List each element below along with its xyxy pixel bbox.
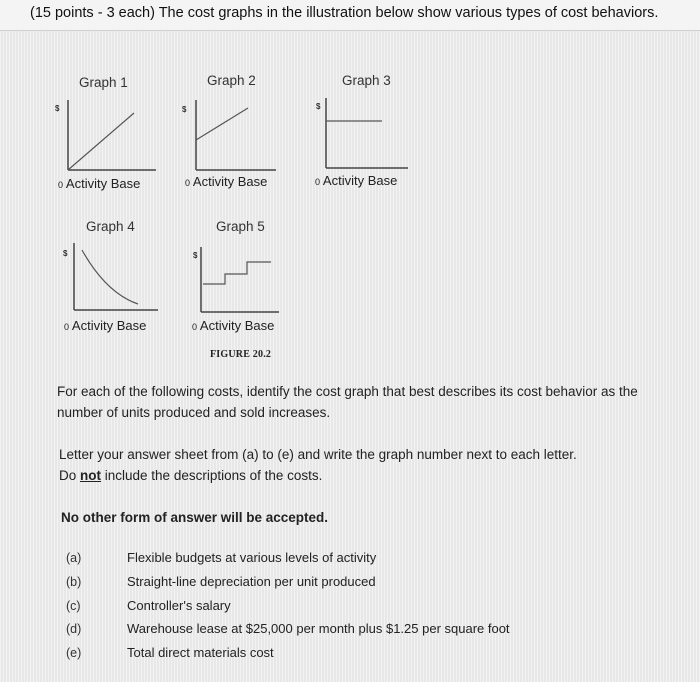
graph-1-title: Graph 1: [79, 75, 128, 90]
instructions-paragraph-1-line-2: number of units produced and sold increases.: [57, 405, 331, 420]
graph-4-cost-curve: [82, 250, 138, 304]
instructions-paragraph-2: [59, 444, 577, 486]
instructions-paragraph-1: [57, 381, 638, 423]
graph-2-title: Graph 2: [207, 73, 256, 88]
graph-2-origin: 0: [185, 178, 191, 188]
instructions-paragraph-2-line-2: Do not include the descriptions of the costs.: [59, 468, 323, 483]
question-c-text: Controller's salary: [127, 598, 231, 613]
graph-4-plot: [66, 238, 166, 318]
question-d-text: Warehouse lease at $25,000 per month plus $1.25 per square foot: [127, 621, 510, 636]
graph-5-cost-steps: [203, 262, 271, 284]
graph-5-y-label: $: [193, 251, 198, 260]
graph-5-x-label: Activity Base: [199, 318, 275, 333]
graph-5-x-axis-label: [192, 318, 274, 333]
emphasis-not: not: [80, 468, 102, 483]
header-bar: [0, 0, 700, 31]
graph-2-x-label: Activity Base: [192, 174, 268, 189]
graph-3-x-label: Activity Base: [322, 173, 398, 188]
graph-1-y-label: $: [55, 104, 60, 113]
graph-5-plot: [193, 242, 293, 322]
graph-5-title: Graph 5: [216, 219, 265, 234]
question-heading: (15 points - 3 each) The cost graphs in the illustration below show various types of cost behaviors.: [30, 5, 659, 21]
graph-4-origin: 0: [64, 322, 70, 332]
graph-4-x-label: Activity Base: [71, 318, 147, 333]
graph-1-origin: 0: [58, 180, 64, 190]
question-c-letter: (c): [66, 599, 81, 613]
graph-2-y-label: $: [182, 105, 187, 114]
question-d-letter: (d): [66, 622, 82, 636]
question-b-letter: (b): [66, 575, 82, 589]
question-a-letter: (a): [66, 551, 82, 565]
instructions-paragraph-1-line-1: For each of the following costs, identify the cost graph that best describes its cost behavior as the: [57, 384, 638, 399]
graph-4-x-axis-label: [64, 318, 146, 333]
figure-caption: FIGURE 20.2: [210, 349, 272, 360]
question-a-text: Flexible budgets at various levels of activity: [127, 550, 377, 565]
graph-5-origin: 0: [192, 322, 198, 332]
graph-2-cost-line: [196, 108, 248, 140]
graph-3-y-label: $: [316, 102, 321, 111]
instructions-paragraph-2-line-1: Letter your answer sheet from (a) to (e) and write the graph number next to each letter.: [59, 447, 577, 462]
graph-3-x-axis-label: [315, 173, 397, 188]
question-e-text: Total direct materials cost: [127, 645, 274, 660]
graph-3-title: Graph 3: [342, 73, 391, 88]
graph-3-plot: [318, 93, 418, 178]
graph-1-cost-line: [68, 113, 134, 170]
graph-2-x-axis-label: [185, 174, 267, 189]
graph-3-origin: 0: [315, 177, 321, 187]
graph-4-y-label: $: [63, 249, 68, 258]
question-e-letter: (e): [66, 646, 82, 660]
graph-2-plot: [188, 95, 288, 180]
graph-1-x-axis-label: [58, 176, 140, 191]
question-b-text: Straight-line depreciation per unit produced: [127, 574, 376, 589]
instructions-paragraph-3: No other form of answer will be accepted.: [61, 510, 329, 525]
graph-1-plot: [60, 95, 160, 180]
graph-4-title: Graph 4: [86, 219, 135, 234]
graph-1-x-label: Activity Base: [65, 176, 141, 191]
